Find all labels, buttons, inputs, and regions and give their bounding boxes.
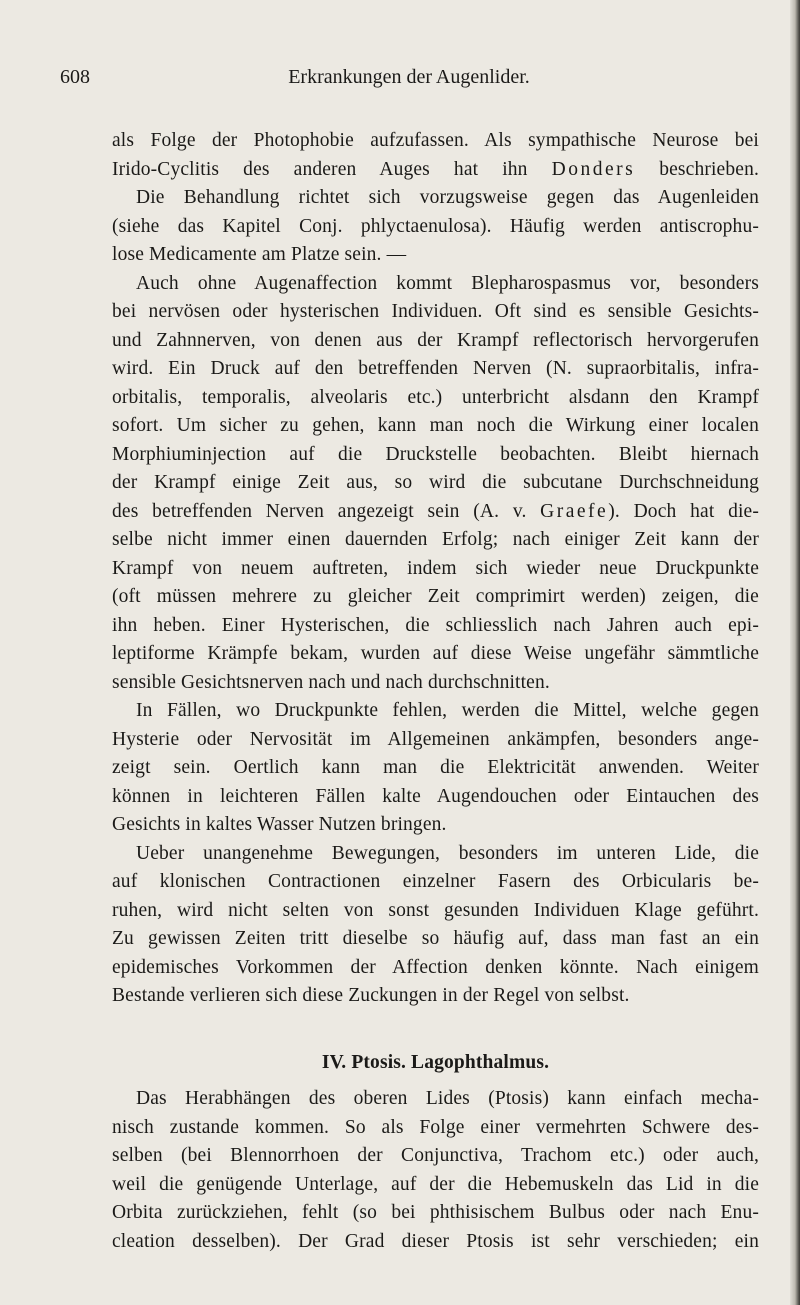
text-line: Das Herabhängen des oberen Lides (Ptosis) kann einfach mecha- bbox=[136, 1088, 759, 1109]
text-line: Krampf von neuem auftreten, indem sich wieder neue Druckpunkte bbox=[112, 557, 759, 579]
text-line: Ueber unangenehme Bewegungen, besonders im unteren Lide, die bbox=[136, 842, 759, 864]
text-line: cleation desselben). Der Grad dieser Ptosis ist sehr verschieden; ein bbox=[112, 1230, 759, 1252]
text-line: nisch zustande kommen. So als Folge einer vermehrten Schwere des- bbox=[112, 1116, 759, 1138]
text-line: wird. Ein Druck auf den betreffenden Nerven (N. supraorbitalis, infra- bbox=[112, 358, 759, 379]
page-header bbox=[60, 66, 758, 94]
text-line: Auch ohne Augenaffection kommt Blepharospasmus vor, besonders bbox=[136, 272, 759, 294]
text-line: lose Medicamente am Platze sein. — bbox=[112, 244, 407, 265]
text-line: In Fällen, wo Druckpunkte fehlen, werden die Mittel, welche gegen bbox=[136, 700, 759, 721]
text-line: Bestande verlieren sich diese Zuckungen in der Regel von selbst. bbox=[112, 985, 630, 1006]
text-line: auf klonischen Contractionen einzelner Fasern des Orbicularis be- bbox=[112, 871, 759, 892]
text-line: des betreffenden Nerven angezeigt sein (A. v. Graefe). Doch hat die- bbox=[112, 500, 759, 522]
running-title: Erkrankungen der Augenlider. bbox=[288, 66, 530, 88]
section-gap bbox=[112, 1011, 759, 1049]
author-name-donders: Donders bbox=[551, 158, 636, 180]
text-line: der Krampf einige Zeit aus, so wird die subcutane Durchschneidung bbox=[112, 472, 759, 493]
text-line: orbitalis, temporalis, alveolaris etc.) unterbricht alsdann den Krampf bbox=[112, 386, 759, 408]
text-line: und Zahnnerven, von denen aus der Krampf reflectorisch hervorgerufen bbox=[112, 329, 759, 351]
text-line: als Folge der Photophobie aufzufassen. Als sympathische Neurose bei bbox=[112, 130, 759, 151]
text-line: können in leichteren Fällen kalte Augendouchen oder Eintauchen des bbox=[112, 785, 759, 807]
text-line: zeigt sein. Oertlich kann man die Elektricität anwenden. Weiter bbox=[112, 757, 759, 778]
body-text bbox=[112, 127, 759, 1256]
text-line: Morphiuminjection auf die Druckstelle beobachten. Bleibt hiernach bbox=[112, 443, 759, 465]
page-edge-shadow bbox=[790, 0, 800, 1305]
text-line: sofort. Um sicher zu gehen, kann man noch die Wirkung einer localen bbox=[112, 415, 759, 436]
text-line: (oft müssen mehrere zu gleicher Zeit comprimirt werden) zeigen, die bbox=[112, 586, 759, 607]
text-line: ruhen, wird nicht selten von sonst gesunden Individuen Klage geführt. bbox=[112, 899, 759, 921]
text-line: (siehe das Kapitel Conj. phlyctaenulosa). Häufig werden antiscrophu- bbox=[112, 215, 759, 237]
section-heading: IV. Ptosis. Lagophthalmus. bbox=[321, 1051, 550, 1073]
text-line: weil die genügende Unterlage, auf der die Hebemuskeln das Lid in die bbox=[112, 1173, 759, 1195]
text-line: Zu gewissen Zeiten tritt dieselbe so häufig auf, dass man fast an ein bbox=[112, 928, 759, 949]
text-line: Orbita zurückziehen, fehlt (so bei phthisischem Bulbus oder nach Enu- bbox=[112, 1202, 759, 1223]
text-line: sensible Gesichtsnerven nach und nach durchschnitten. bbox=[112, 671, 550, 693]
page-number: 608 bbox=[60, 66, 90, 88]
text-line: bei nervösen oder hysterischen Individuen. Oft sind es sensible Gesichts- bbox=[112, 301, 759, 322]
text-line: Gesichts in kaltes Wasser Nutzen bringen. bbox=[112, 814, 447, 835]
author-name-graefe: Graefe bbox=[540, 500, 609, 522]
text-line: Hysterie oder Nervosität im Allgemeinen ankämpfen, besonders ange- bbox=[112, 728, 759, 750]
text-line: selbe nicht immer einen dauernden Erfolg; nach einiger Zeit kann der bbox=[112, 529, 759, 550]
text-line: Irido-Cyclitis des anderen Auges hat ihn Donders beschrieben. bbox=[112, 158, 759, 180]
text-line: epidemisches Vorkommen der Affection denken könnte. Nach einigem bbox=[112, 956, 759, 978]
text-line: leptiforme Krämpfe bekam, wurden auf diese Weise ungefähr sämmtliche bbox=[112, 643, 759, 664]
text-line: selben (bei Blennorrhoen der Conjunctiva, Trachom etc.) oder auch, bbox=[112, 1145, 759, 1166]
text-line: Die Behandlung richtet sich vorzugsweise gegen das Augenleiden bbox=[136, 187, 759, 208]
text-line: ihn heben. Einer Hysterischen, die schliesslich nach Jahren auch epi- bbox=[112, 614, 759, 636]
